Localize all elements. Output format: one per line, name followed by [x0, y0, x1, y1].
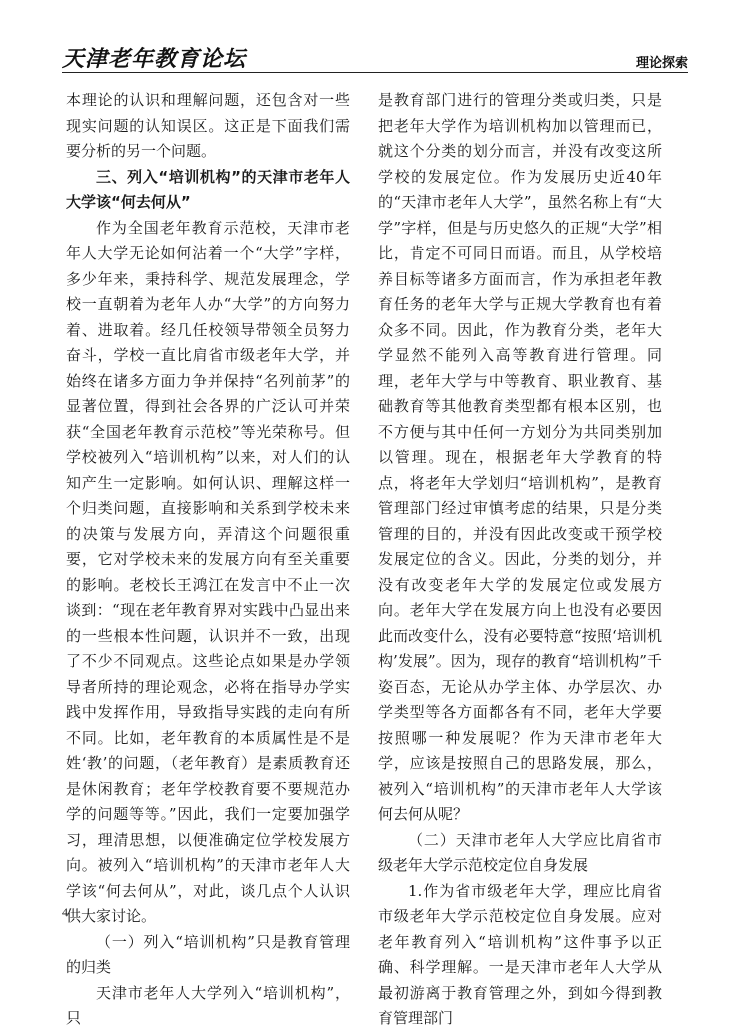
page-number: 4 [62, 905, 68, 919]
subsection-heading: （一）列入“培训机构”只是教育管理的归类 [66, 932, 350, 976]
header-rule [62, 72, 688, 73]
paragraph: 天津市老年人大学列入“培训机构”，只 [66, 983, 350, 1027]
section-heading: 三、列入“培训机构”的天津市老年人大学该“何去何从” [66, 167, 350, 211]
right-column [378, 88, 662, 1032]
paragraph: 本理论的认识和理解问题，还包含对一些现实问题的认知误区。这正是下面我们需要分析的另一个问题。 [66, 91, 350, 160]
section-label: 理论探索 [635, 56, 688, 71]
journal-logo: 天津老年教育论坛 [62, 46, 247, 72]
left-column [66, 88, 350, 1032]
paragraph: 1.作为省市级老年大学，理应比肩省市级老年大学示范校定位自身发展。应对老年教育列入“培训机构”这件事予以正确、科学理解。一是天津市老年人大学从最初游离于教育管理之外，到如今得到教育管理部门 [378, 881, 662, 1027]
subsection-heading: （二）天津市老年人大学应比肩省市级老年大学示范校定位自身发展 [378, 830, 662, 874]
paragraph: 是教育部门进行的管理分类或归类，只是把老年大学作为培训机构加以管理而已，就这个分类的划分而言，并没有改变这所学校的发展定位。作为发展历史近40年的“天津市老年人大学”，虽然名称上有“大学”字样，但是与历史悠久的正规“大学”相比，肯定不可同日而语。而且，从学校培养目标等诸多方面而言，作为承担老年教育任务的老年大学与正规大学教育也有着众多不同。因此，作为教育分类，老年大学显然不能列入高等教育进行管理。同理，老年大学与中等教育、职业教育、基础教育等其他教育类型都有根本区别，也不方便与其中任何一方划分为共同类别加以管理。现在，根据老年大学教育的特点，将老年大学划归“培训机构”，是教育管理部门经过审慎考虑的结果，只是分类管理的目的，并没有因此改变或干预学校发展定位的含义。因此，分类的划分，并没有改变老年大学的发展定位或发展方向。老年大学在发展方向上也没有必要因此而改变什么，没有必要特意“按照‘培训机构’发展”。因为，现存的教育“培训机构”千姿百态，无论从办学主体、办学层次、办学类型等各方面都各有不同，老年大学要按照哪一种发展呢？作为天津市老年大学，应该是按照自己的思路发展，那么，被列入“培训机构”的天津市老年人大学该何去何从呢？ [378, 91, 662, 823]
paragraph: 作为全国老年教育示范校，天津市老年人大学无论如何沾着一个“大学”字样，多少年来，秉持科学、规范发展理念，学校一直朝着为老年人办“大学”的方向努力着、进取着。经几任校领导带领全员努力奋斗，学校一直比肩省市级老年大学，并始终在诸多方面力争并保持“名列前茅”的显著位置，得到社会各界的广泛认可并荣获“全国老年教育示范校”等光荣称号。但学校被列入“培训机构”以来，对人们的认知产生一定影响。如何认识、理解这样一个归类问题，直接影响和关系到学校未来的决策与发展方向，弄清这个问题很重要，它对学校未来的发展方向有至关重要的影响。老校长王鸿江在发言中不止一次谈到：“现在老年教育界对实践中凸显出来的一些根本性问题，认识并不一致，出现了不少不同观点。这些论点如果是办学领导者所持的理论观念，必将在指导办学实践中发挥作用，导致指导实践的走向有所不同。比如，老年教育的本质属性是不是姓‘教’的问题，（老年教育）是素质教育还是休闲教育；老年学校教育要不要规范办学的问题等等。”因此，我们一定要加强学习，理清思想，以便准确定位学校发展方向。被列入“培训机构”的天津市老年人大学该“何去何从”，对此，谈几点个人认识供大家讨论。 [66, 218, 350, 925]
page-header [62, 38, 688, 78]
